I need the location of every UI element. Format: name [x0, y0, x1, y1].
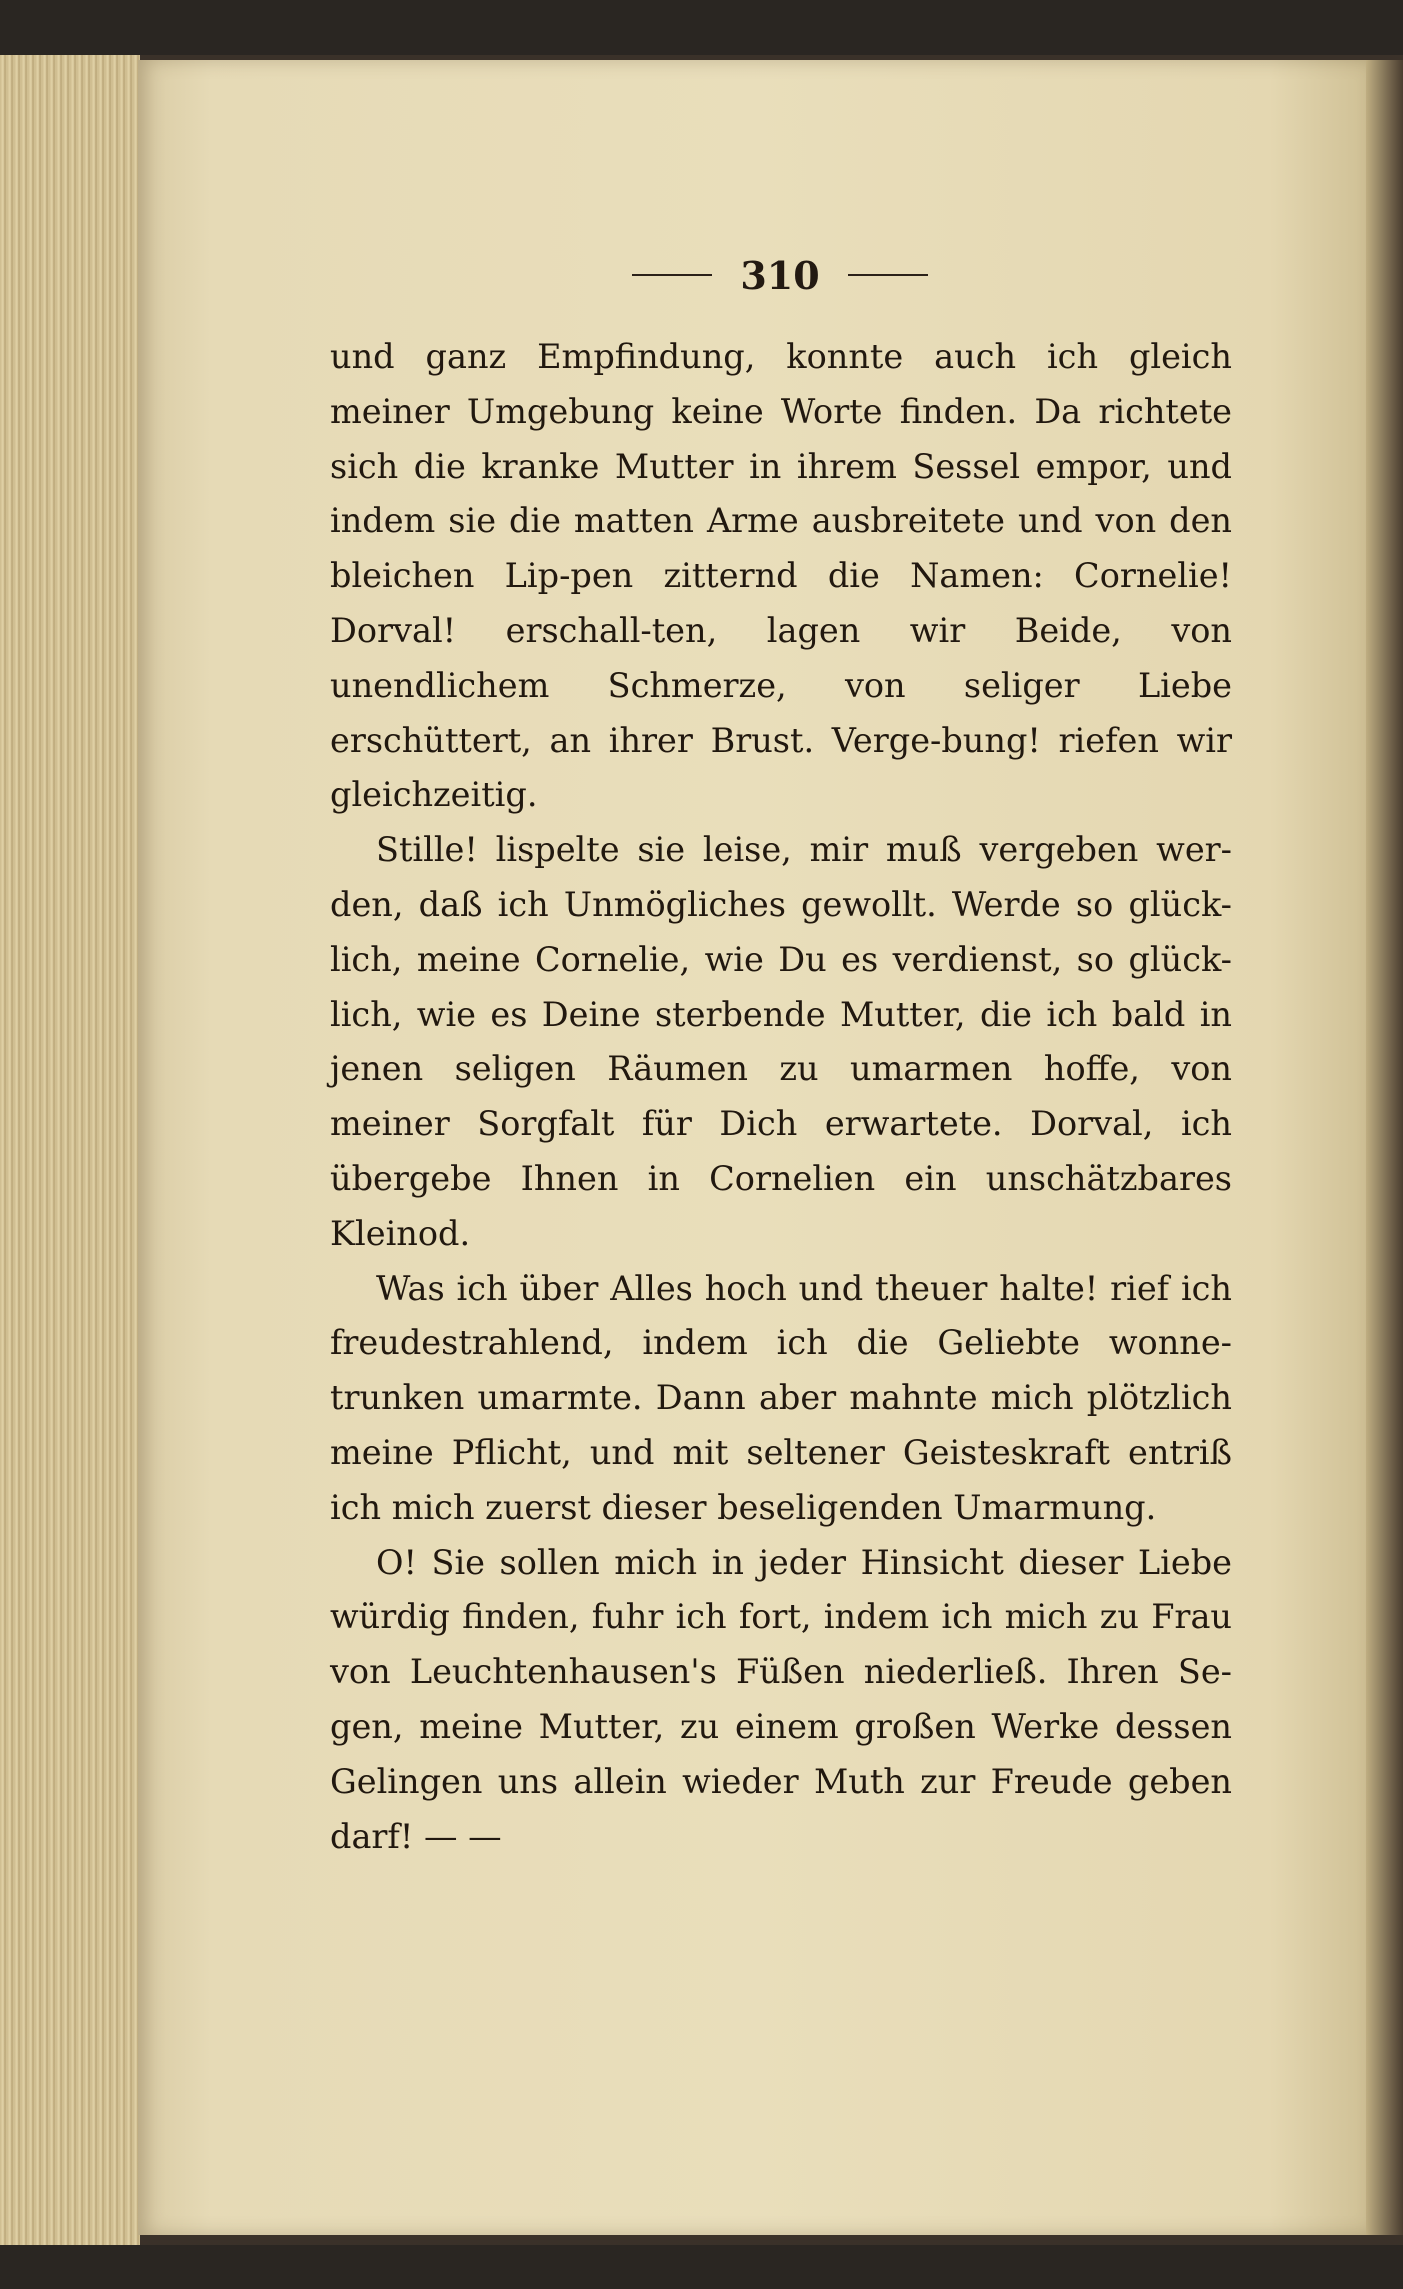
header-rule-left — [632, 274, 712, 276]
book-cover-edge — [1366, 60, 1403, 2235]
page-edges — [0, 55, 140, 2245]
paragraph-2: Stille! lispelte sie leise, mir muß vergeben wer-den, daß ich Unmögliches gewollt. Werde so glück-lich, meine Cornelie, wie Du es verdienst, so glück-lich, wie es Deine sterbende Mutter, die ich bald in jenen seligen Räumen zu umarmen hoffe, von meiner Sorgfalt für Dich erwartete. Dorval, ich übergebe Ihnen in Cornelien ein unschätzbares Kleinod. — [330, 830, 1232, 1253]
paragraph-3: Was ich über Alles hoch und theuer halte! rief ich freudestrahlend, indem ich die Geliebte wonne-trunken umarmte. Dann aber mahnte mich plötzlich meine Pflicht, und mit seltener Geisteskraft entriß ich mich zuerst dieser beseligenden Umarmung. — [330, 1268, 1232, 1527]
page-header — [620, 250, 940, 300]
header-rule-right — [848, 274, 928, 276]
paragraph-4: O! Sie sollen mich in jeder Hinsicht dieser Liebe würdig finden, fuhr ich fort, indem ich mich zu Frau von Leuchtenhausen's Füßen niederließ. Ihren Se-gen, meine Mutter, zu einem großen Werke dessen Gelingen uns allein wieder Muth zur Freude geben darf! — — — [330, 1542, 1232, 1856]
page-number: 310 — [740, 252, 820, 298]
paragraph-1: und ganz Empfindung, konnte auch ich gleich meiner Umgebung keine Worte finden. Da richtete sich die kranke Mutter in ihrem Sessel empor, und indem sie die matten Arme ausbreitete und von den bleichen Lip-pen zitternd die Namen: Cornelie! Dorval! erschall-ten, lagen wir Beide, von unendlichem Schmerze, von seliger Liebe erschüttert, an ihrer Brust. Verge-bung! riefen wir gleichzeitig. — [330, 337, 1232, 815]
body-text — [330, 330, 1232, 1864]
